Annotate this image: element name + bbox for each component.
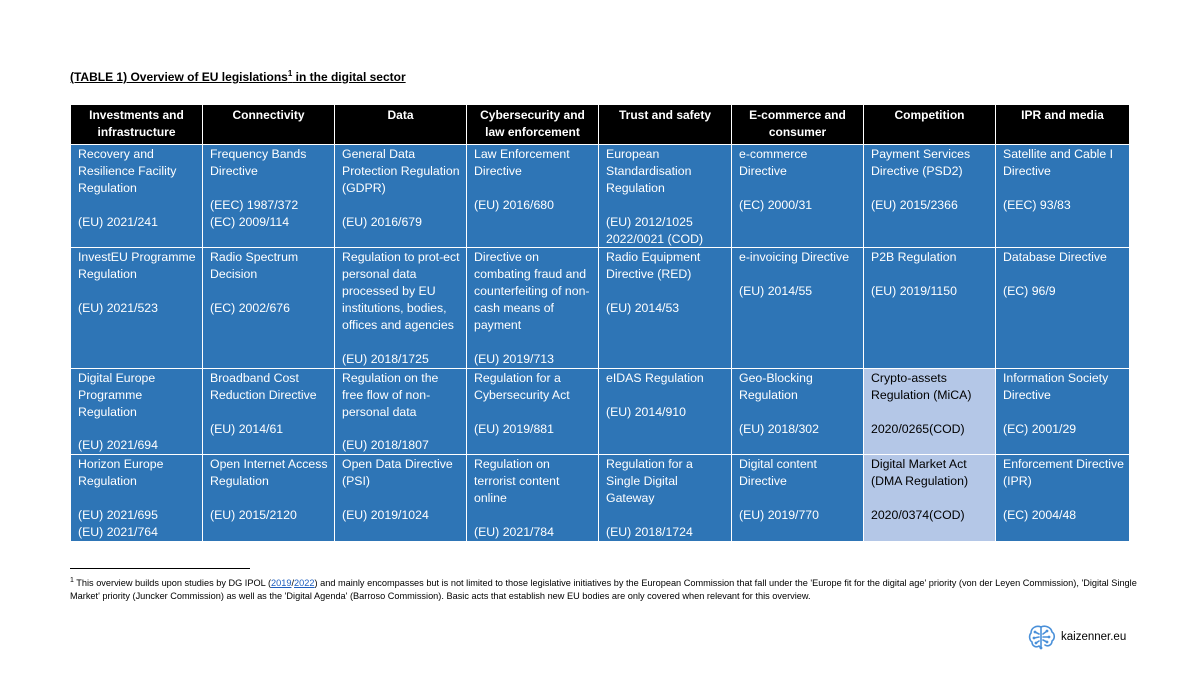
table-cell: Regulation to prot-ect personal data processed by EU institutions, bodies, offices and agencies (EU) 2018/1725: [335, 248, 467, 368]
brand-logo: [1027, 622, 1126, 652]
table-cell: Digital content Directive (EU) 2019/770: [732, 455, 864, 542]
header-cell: Trust and safety: [599, 105, 732, 145]
table-row: [71, 455, 1130, 542]
table-cell: Enforcement Directive (IPR) (EC) 2004/48: [996, 455, 1130, 542]
title-text: (TABLE 1) Overview of EU legislations: [70, 70, 288, 84]
brain-icon: [1027, 622, 1057, 652]
table-cell: Payment Services Directive (PSD2) (EU) 2015/2366: [864, 145, 996, 248]
table-cell: Radio Equipment Directive (RED) (EU) 2014/53: [599, 248, 732, 368]
table-cell: eIDAS Regulation (EU) 2014/910: [599, 368, 732, 455]
header-cell: IPR and media: [996, 105, 1130, 145]
table-title: [70, 70, 406, 84]
footnote-divider: [70, 568, 250, 569]
table-cell: Horizon Europe Regulation (EU) 2021/695 (EU) 2021/764: [71, 455, 203, 542]
legislation-table: [70, 104, 1130, 542]
table-cell: Open Internet Access Regulation (EU) 2015/2120: [203, 455, 335, 542]
table-cell: Information Society Directive (EC) 2001/29: [996, 368, 1130, 455]
table-row: [71, 248, 1130, 368]
table-cell: InvestEU Programme Regulation (EU) 2021/523: [71, 248, 203, 368]
header-cell: Data: [335, 105, 467, 145]
table-cell-highlighted: Crypto-assets Regulation (MiCA) 2020/0265(COD): [864, 368, 996, 455]
footnote: [70, 577, 1140, 603]
table-row: [71, 368, 1130, 455]
header-cell: Connectivity: [203, 105, 335, 145]
footnote-marker: 1: [70, 576, 74, 584]
header-cell: Investments and infrastructure: [71, 105, 203, 145]
table-cell: Frequency Bands Directive (EEC) 1987/372 (EC) 2009/114: [203, 145, 335, 248]
header-cell: Cybersecurity and law enforcement: [467, 105, 599, 145]
title-footnote-ref[interactable]: 1: [287, 69, 293, 78]
table-cell: Database Directive (EC) 96/9: [996, 248, 1130, 368]
table-cell: P2B Regulation (EU) 2019/1150: [864, 248, 996, 368]
table-row: [71, 145, 1130, 248]
footnote-text-end: ) and mainly encompasses but is not limited to those legislative initiatives by the European Commission that fall under the 'Europe fit for the digital age' priority (von der Leyen Commission), 'Digital Single Market' priority (Juncker Commission) as well as the 'Digital Agenda' (Barroso Commission). Basic acts that establish new EU bodies are only covered when relevant for this overview.: [70, 578, 1137, 601]
table-cell: Satellite and Cable I Directive (EEC) 93/83: [996, 145, 1130, 248]
table-cell: Geo-Blocking Regulation (EU) 2018/302: [732, 368, 864, 455]
header-cell: Competition: [864, 105, 996, 145]
header-row: [71, 105, 1130, 145]
footnote-link-2019[interactable]: 2019: [271, 578, 292, 588]
table-cell: e-commerce Directive (EC) 2000/31: [732, 145, 864, 248]
title-suffix: in the digital sector: [292, 70, 406, 84]
footnote-slash: /: [291, 578, 295, 588]
footnote-text-start: This overview builds upon studies by DG IPOL (: [73, 578, 272, 588]
table-cell: Open Data Directive (PSI) (EU) 2019/1024: [335, 455, 467, 542]
table-cell: Regulation on terrorist content online (EU) 2021/784: [467, 455, 599, 542]
table-cell: Recovery and Resilience Facility Regulation (EU) 2021/241: [71, 145, 203, 248]
table-cell: Regulation for a Cybersecurity Act (EU) 2019/881: [467, 368, 599, 455]
brand-name[interactable]: kaizenner.eu: [1061, 631, 1127, 643]
table-cell-highlighted: Digital Market Act (DMA Regulation) 2020/0374(COD): [864, 455, 996, 542]
table-cell: Regulation for a Single Digital Gateway (EU) 2018/1724: [599, 455, 732, 542]
table-cell: Regulation on the free flow of non-personal data (EU) 2018/1807: [335, 368, 467, 455]
table-cell: General Data Protection Regulation (GDPR) (EU) 2016/679: [335, 145, 467, 248]
table-cell: Digital Europe Programme Regulation (EU) 2021/694: [71, 368, 203, 455]
table-cell: Broadband Cost Reduction Directive (EU) 2014/61: [203, 368, 335, 455]
table-cell: Law Enforcement Directive (EU) 2016/680: [467, 145, 599, 248]
table-cell: Radio Spectrum Decision (EC) 2002/676: [203, 248, 335, 368]
header-cell: E-commerce and consumer: [732, 105, 864, 145]
table-cell: European Standardisation Regulation (EU) 2012/1025 2022/0021 (COD): [599, 145, 732, 248]
table-cell: Directive on combating fraud and counterfeiting of non-cash means of payment (EU) 2019/713: [467, 248, 599, 368]
table-cell: e-invoicing Directive (EU) 2014/55: [732, 248, 864, 368]
footnote-link-2022[interactable]: 2022: [294, 578, 315, 588]
